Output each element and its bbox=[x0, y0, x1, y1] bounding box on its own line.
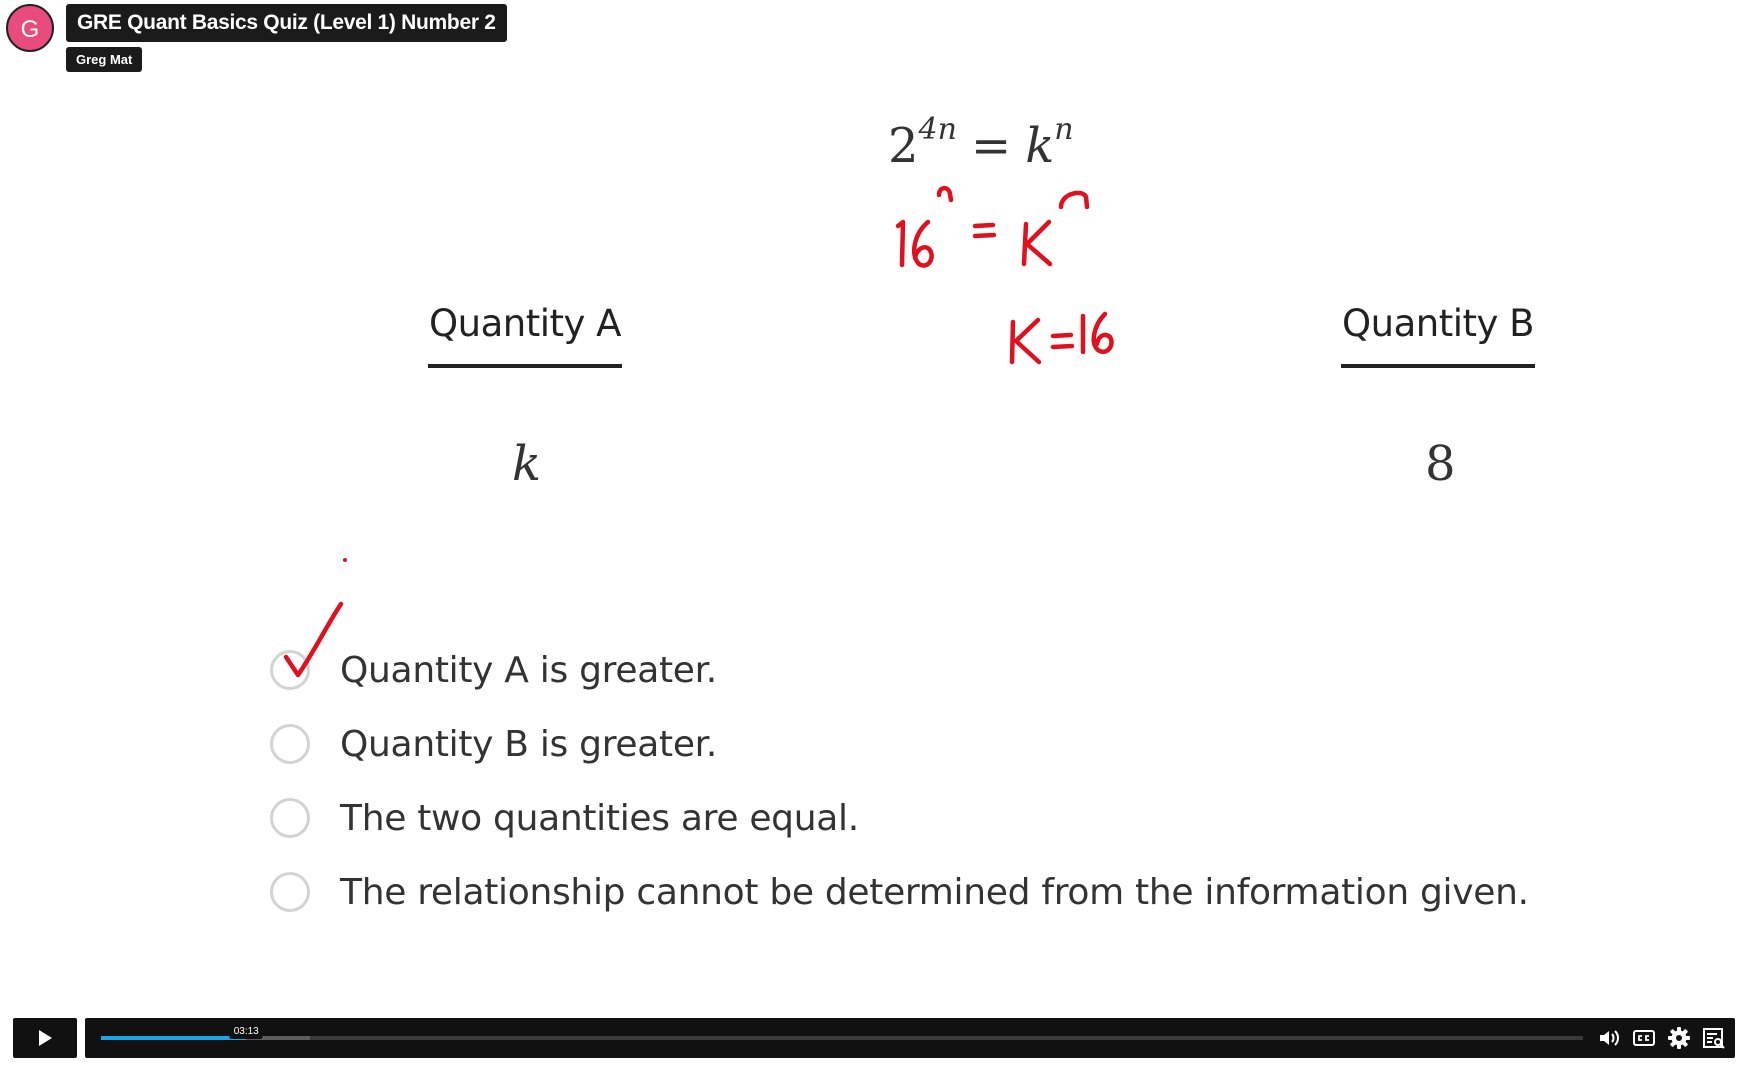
closed-captions-icon[interactable] bbox=[1632, 1026, 1656, 1050]
option-quantities-equal[interactable] bbox=[270, 788, 859, 848]
equation-base-exponent: 4n bbox=[918, 112, 957, 147]
handwritten-equals bbox=[975, 225, 994, 236]
option-label: Quantity B is greater. bbox=[340, 723, 718, 765]
option-label: The two quantities are equal. bbox=[340, 797, 859, 839]
radio-button[interactable] bbox=[270, 872, 310, 912]
channel-avatar[interactable]: G bbox=[6, 4, 54, 52]
handwritten-K-power-n bbox=[1024, 193, 1087, 264]
play-button[interactable] bbox=[13, 1018, 77, 1058]
equation-base: 2 bbox=[888, 118, 919, 174]
option-cannot-be-determined[interactable] bbox=[270, 862, 1529, 922]
settings-icon[interactable] bbox=[1667, 1026, 1691, 1050]
video-author[interactable]: Greg Mat bbox=[66, 47, 142, 72]
quantity-a-value: k bbox=[512, 436, 542, 492]
option-label: The relationship cannot be determined from the information given. bbox=[340, 871, 1529, 913]
equation-equals: = bbox=[970, 118, 1012, 174]
equation bbox=[888, 112, 1074, 174]
play-icon bbox=[37, 1029, 53, 1047]
playlist-icon[interactable] bbox=[1702, 1026, 1726, 1050]
handwritten-K-equals-16 bbox=[1012, 314, 1112, 362]
current-time-tooltip: 03:13 bbox=[230, 1024, 263, 1039]
radio-button[interactable] bbox=[270, 650, 310, 690]
video-title[interactable]: GRE Quant Basics Quiz (Level 1) Number 2 bbox=[66, 4, 507, 42]
quantity-b-underline bbox=[1341, 364, 1535, 368]
radio-button[interactable] bbox=[270, 724, 310, 764]
quantity-b-value: 8 bbox=[1425, 436, 1456, 492]
quantity-a-heading: Quantity A bbox=[429, 302, 621, 345]
option-label: Quantity A is greater. bbox=[340, 649, 717, 691]
volume-icon[interactable] bbox=[1597, 1026, 1621, 1050]
equation-rhs-exponent: n bbox=[1054, 112, 1074, 147]
quantity-a-underline bbox=[428, 364, 622, 368]
ink-dot bbox=[343, 558, 347, 562]
option-quantity-b-greater[interactable] bbox=[270, 714, 717, 774]
option-quantity-a-greater[interactable] bbox=[270, 640, 717, 700]
control-bar bbox=[85, 1018, 1735, 1058]
equation-rhs-var: k bbox=[1025, 118, 1055, 174]
quantity-b-heading: Quantity B bbox=[1342, 302, 1535, 345]
handwritten-16-power-n bbox=[898, 188, 951, 265]
progress-track[interactable] bbox=[101, 1026, 1583, 1040]
radio-button[interactable] bbox=[270, 798, 310, 838]
played-bar bbox=[101, 1036, 246, 1040]
